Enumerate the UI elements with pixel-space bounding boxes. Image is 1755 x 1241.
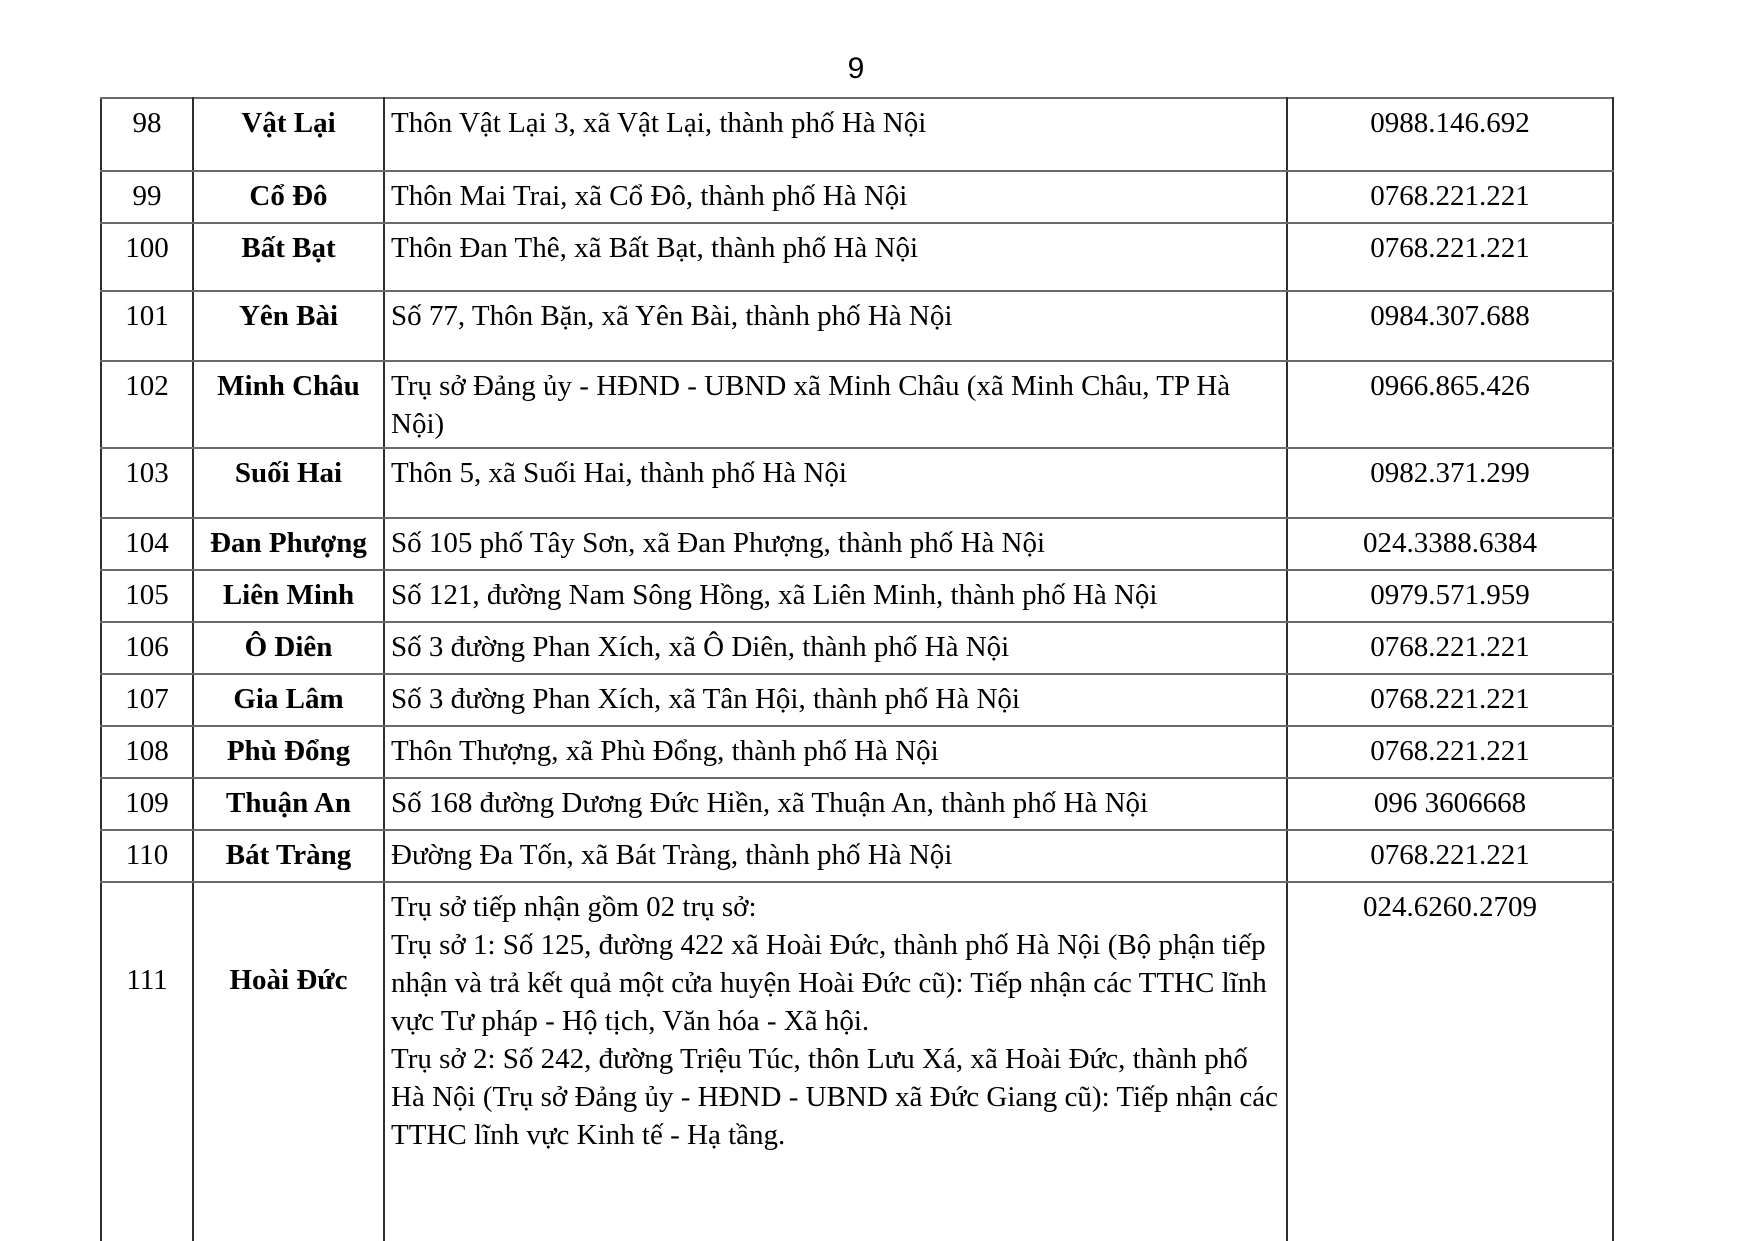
address-cell — [384, 171, 1287, 223]
table-row — [101, 448, 1613, 518]
phone-cell: 0768.221.221 — [1287, 622, 1613, 674]
address-paragraph: Số 121, đường Nam Sông Hồng, xã Liên Minh, thành phố Hà Nội — [391, 579, 1158, 611]
row-number-cell: 109 — [101, 778, 193, 830]
commune-name-cell: Bát Tràng — [193, 830, 384, 882]
page-number: 9 — [847, 52, 865, 85]
commune-name-cell: Minh Châu — [193, 361, 384, 448]
address-paragraph: Thôn Đan Thê, xã Bất Bạt, thành phố Hà Nội — [391, 232, 918, 264]
commune-name-cell: Bất Bạt — [193, 223, 384, 291]
phone-cell: 0984.307.688 — [1287, 291, 1613, 361]
phone-cell: 0768.221.221 — [1287, 171, 1613, 223]
phone-cell: 0768.221.221 — [1287, 223, 1613, 291]
address-paragraph: Số 105 phố Tây Sơn, xã Đan Phượng, thành phố Hà Nội — [391, 527, 1046, 559]
address-paragraph: Số 3 đường Phan Xích, xã Ô Diên, thành phố Hà Nội — [391, 631, 1010, 663]
phone-cell: 024.6260.2709 — [1287, 882, 1613, 1241]
commune-directory-table — [100, 97, 1614, 1241]
address-cell — [384, 570, 1287, 622]
row-number-cell: 100 — [101, 223, 193, 291]
table-row — [101, 570, 1613, 622]
phone-cell: 096 3606668 — [1287, 778, 1613, 830]
row-number-cell: 106 — [101, 622, 193, 674]
commune-name-cell: Gia Lâm — [193, 674, 384, 726]
address-cell — [384, 622, 1287, 674]
address-cell — [384, 361, 1287, 448]
row-number-cell: 102 — [101, 361, 193, 448]
row-number-cell: 104 — [101, 518, 193, 570]
address-paragraph: Trụ sở 2: Số 242, đường Triệu Túc, thôn Lưu Xá, xã Hoài Đức, thành phố Hà Nội (Trụ sở Đảng ủy - HĐND - UBND xã Đức Giang cũ): Tiếp nhận các TTHC lĩnh vực Kinh tế - Hạ tầng. — [391, 1043, 1278, 1151]
address-paragraph: Thôn Mai Trai, xã Cổ Đô, thành phố Hà Nội — [391, 180, 908, 212]
address-cell — [384, 448, 1287, 518]
row-number-cell: 107 — [101, 674, 193, 726]
commune-name-cell: Yên Bài — [193, 291, 384, 361]
commune-name-cell: Cổ Đô — [193, 171, 384, 223]
table-row — [101, 674, 1613, 726]
commune-name-cell: Vật Lại — [193, 98, 384, 171]
table-row — [101, 291, 1613, 361]
address-paragraph: Trụ sở 1: Số 125, đường 422 xã Hoài Đức, thành phố Hà Nội (Bộ phận tiếp nhận và trả kết quả một cửa huyện Hoài Đức cũ): Tiếp nhận các TTHC lĩnh vực Tư pháp - Hộ tịch, Văn hóa - Xã hội. — [391, 929, 1267, 1037]
table-row — [101, 171, 1613, 223]
table-row — [101, 361, 1613, 448]
address-paragraph: Số 77, Thôn Bặn, xã Yên Bài, thành phố Hà Nội — [391, 300, 953, 332]
directory-table-body — [101, 98, 1613, 1241]
phone-cell: 0982.371.299 — [1287, 448, 1613, 518]
address-paragraph: Thôn 5, xã Suối Hai, thành phố Hà Nội — [391, 457, 847, 489]
address-paragraph: Số 3 đường Phan Xích, xã Tân Hội, thành phố Hà Nội — [391, 683, 1020, 715]
table-row — [101, 726, 1613, 778]
address-cell — [384, 674, 1287, 726]
address-paragraph: Trụ sở tiếp nhận gồm 02 trụ sở: — [391, 891, 757, 923]
address-paragraph: Số 168 đường Dương Đức Hiền, xã Thuận An, thành phố Hà Nội — [391, 787, 1149, 819]
commune-name-cell: Hoài Đức — [193, 882, 384, 1241]
table-row — [101, 518, 1613, 570]
commune-name-cell: Phù Đổng — [193, 726, 384, 778]
phone-cell: 024.3388.6384 — [1287, 518, 1613, 570]
phone-cell: 0988.146.692 — [1287, 98, 1613, 171]
commune-name-cell: Ô Diên — [193, 622, 384, 674]
table-row — [101, 223, 1613, 291]
commune-name-cell: Liên Minh — [193, 570, 384, 622]
address-paragraph: Đường Đa Tốn, xã Bát Tràng, thành phố Hà Nội — [391, 839, 953, 871]
address-cell — [384, 726, 1287, 778]
address-cell — [384, 291, 1287, 361]
row-number-cell: 111 — [101, 882, 193, 1241]
commune-name-cell: Đan Phượng — [193, 518, 384, 570]
address-cell — [384, 223, 1287, 291]
address-cell — [384, 518, 1287, 570]
row-number-cell: 99 — [101, 171, 193, 223]
address-cell — [384, 830, 1287, 882]
table-row — [101, 98, 1613, 171]
address-cell — [384, 778, 1287, 830]
commune-name-cell: Thuận An — [193, 778, 384, 830]
phone-cell: 0768.221.221 — [1287, 830, 1613, 882]
address-paragraph: Trụ sở Đảng ủy - HĐND - UBND xã Minh Châu (xã Minh Châu, TP Hà Nội) — [391, 370, 1231, 440]
phone-cell: 0979.571.959 — [1287, 570, 1613, 622]
address-cell — [384, 98, 1287, 171]
table-row — [101, 882, 1613, 1241]
address-paragraph: Thôn Vật Lại 3, xã Vật Lại, thành phố Hà Nội — [391, 107, 927, 139]
table-row — [101, 622, 1613, 674]
phone-cell: 0768.221.221 — [1287, 674, 1613, 726]
row-number-cell: 110 — [101, 830, 193, 882]
row-number-cell: 101 — [101, 291, 193, 361]
table-row — [101, 778, 1613, 830]
commune-name-cell: Suối Hai — [193, 448, 384, 518]
table-row — [101, 830, 1613, 882]
row-number-cell: 103 — [101, 448, 193, 518]
row-number-cell: 98 — [101, 98, 193, 171]
phone-cell: 0768.221.221 — [1287, 726, 1613, 778]
phone-cell: 0966.865.426 — [1287, 361, 1613, 448]
row-number-cell: 108 — [101, 726, 193, 778]
address-paragraph: Thôn Thượng, xã Phù Đổng, thành phố Hà Nội — [391, 735, 939, 767]
address-cell — [384, 882, 1287, 1241]
row-number-cell: 105 — [101, 570, 193, 622]
